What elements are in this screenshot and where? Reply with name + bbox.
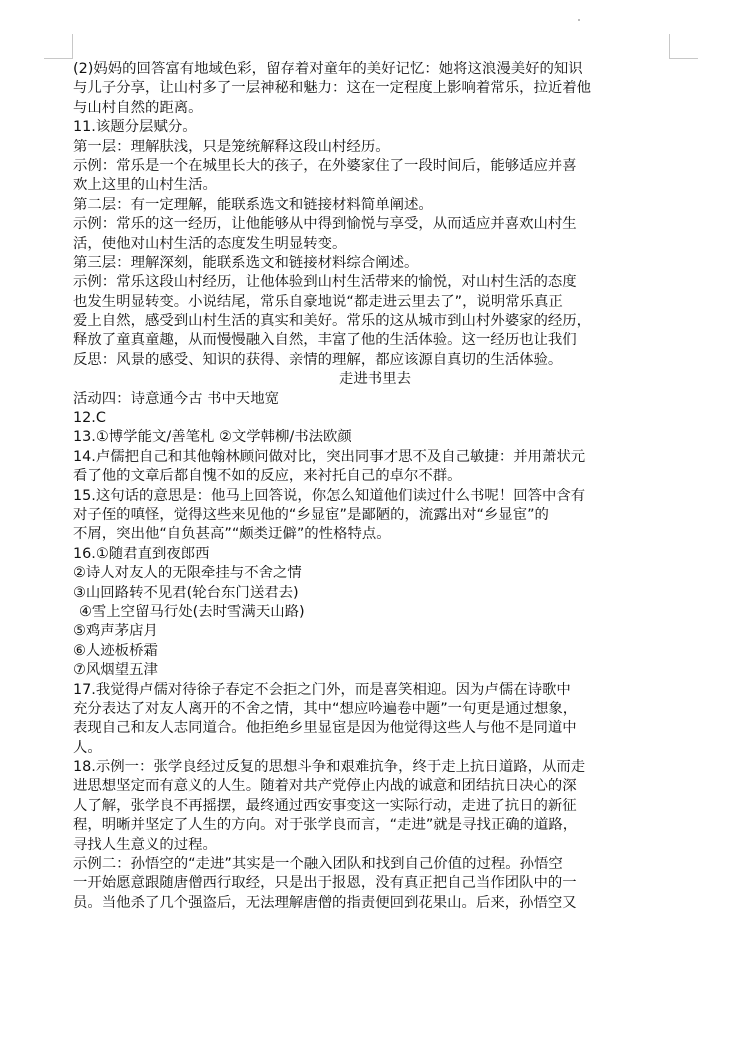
text-line: 18.示例一：张学良经过反复的思想斗争和艰难抗争，终于走上抗日道路，从而走 [73, 759, 586, 776]
text-line: ③山回路转不见君(轮台东门送君去) [73, 584, 299, 601]
crop-mark-top-right [669, 34, 698, 59]
page-speck [578, 19, 580, 21]
text-line: 示例：常乐这段山村经历，让他体验到山村生活带来的愉悦，对山村生活的态度 [73, 274, 577, 291]
text-line: 第一层：理解肤浅，只是笼统解释这段山村经历。 [73, 138, 390, 155]
text-line: 活，使他对山村生活的态度发生明显转变。 [73, 235, 347, 252]
text-line: 反思：风景的感受、知识的获得、亲情的理解，都应该源自真切的生活体验。 [73, 351, 563, 368]
text-line: 充分表达了对友人离开的不舍之情，其中“想应吟遍卷中题”一句更是通过想象， [73, 700, 578, 717]
text-line: 示例：常乐的这一经历，让他能够从中得到愉悦与享受，从而适应并喜欢山村生 [73, 216, 577, 233]
text-line: 活动四：诗意通今古 书中天地宽 [73, 390, 280, 407]
section-heading: 走进书里去 [339, 371, 411, 388]
text-line: 寻找人生意义的过程。 [73, 836, 217, 853]
text-line: 11.该题分层赋分。 [73, 119, 197, 136]
text-line: 与儿子分享，让山村多了一层神秘和魅力：这在一定程度上影响着常乐，拉近着他 [73, 80, 592, 97]
text-line: 看了他的文章后都自愧不如的反应，来衬托自己的卓尔不群。 [73, 468, 462, 485]
text-line: 进思想坚定而有意义的人生。随着对共产党停止内战的诚意和团结抗日决心的深 [73, 778, 577, 795]
text-line: 16.①随君直到夜郎西 [73, 545, 210, 562]
text-line: 人。 [73, 739, 102, 756]
text-line: 程，明晰并坚定了人生的方向。对于张学良而言，“走进”就是寻找正确的道路， [73, 817, 578, 834]
text-line: 第三层：理解深刻，能联系选文和链接材料综合阐述。 [73, 254, 419, 271]
text-line: 与山村自然的距离。 [73, 99, 203, 116]
text-line: (2)妈妈的回答富有地域色彩，留存着对童年的美好记忆：她将这浪漫美好的知识 [73, 61, 583, 77]
text-line: 13.①博学能文/善笔札 ②文学韩柳/书法欧颜 [73, 429, 352, 446]
text-line: ④雪上空留马行处(去时雪满天山路) [79, 603, 305, 620]
text-line: 对子侄的嗔怪，觉得这些来见他的“乡显宦”是鄙陋的，流露出对“乡显宦”的 [73, 506, 549, 523]
text-line: 14.卢儒把自己和其他翰林顾问做对比，突出同事才思不及自己敏捷：并用萧状元 [73, 448, 586, 465]
text-line: 第二层：有一定理解，能联系选文和链接材料简单阐述。 [73, 196, 433, 213]
text-line: 12.C [73, 410, 106, 427]
text-line: 15.这句话的意思是：他马上回答说，你怎么知道他们读过什么书呢！回答中含有 [73, 487, 586, 504]
text-line: 示例：常乐是一个在城里长大的孩子，在外婆家住了一段时间后，能够适应并喜 [73, 157, 577, 174]
crop-mark-top-left [44, 34, 73, 59]
text-line: 欢上这里的山村生活。 [73, 177, 217, 194]
text-line: ⑦风烟望五津 [73, 662, 158, 679]
text-line: 人了解，张学良不再摇摆，最终通过西安事变这一实际行动，走进了抗日的新征 [73, 797, 577, 814]
text-line: ②诗人对友人的无限牵挂与不舍之情 [73, 565, 302, 582]
text-line: 爱上自然，感受到山村生活的真实和美好。常乐的这从城市到山村外婆家的经历， [73, 313, 592, 330]
text-line: ⑥人迹板桥霜 [73, 642, 158, 659]
text-line: ⑤鸡声茅店月 [73, 623, 158, 640]
text-line: 一开始愿意跟随唐僧西行取经，只是出于报恩，没有真正把自己当作团队中的一 [73, 875, 577, 892]
text-line: 17.我觉得卢儒对待徐子春定不会拒之门外，而是喜笑相迎。因为卢儒在诗歌中 [73, 681, 571, 698]
text-line: 表现自己和友人志同道合。他拒绝乡里显宦是因为他觉得这些人与他不是同道中 [73, 720, 577, 737]
document-body [73, 60, 677, 913]
text-line: 示例二：孙悟空的“走进”其实是一个融入团队和找到自己价值的过程。孙悟空 [73, 856, 563, 873]
text-line: 员。当他杀了几个强盗后，无法理解唐僧的指责便回到花果山。后来，孙悟空又 [73, 894, 577, 911]
text-line: 释放了童真童趣，从而慢慢融入自然，丰富了他的生活体验。这一经历也让我们 [73, 332, 577, 349]
text-line: 不屑，突出他“自负甚高”“颇类迂僻”的性格特点。 [73, 526, 391, 543]
text-line: 也发生明显转变。小说结尾，常乐自豪地说“都走进云里去了”，说明常乐真正 [73, 293, 563, 310]
